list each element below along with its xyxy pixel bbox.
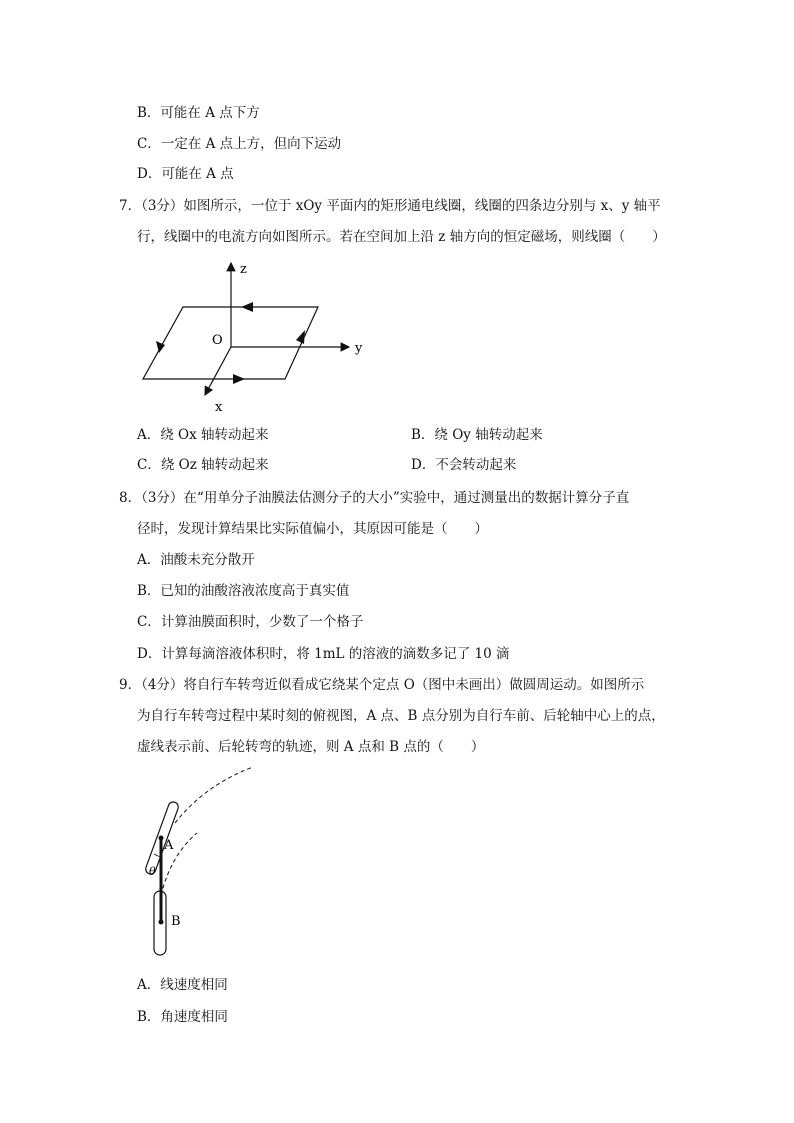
q7-stem-line1: 7．（3分）如图所示，一位于 xOy 平面内的矩形通电线圈，线圈的四条边分别与 x、y 轴平 bbox=[119, 198, 661, 214]
q8-option-b: B．已知的油酸溶液浓度高于真实值 bbox=[137, 583, 350, 599]
q9-bicycle-figure bbox=[135, 765, 265, 960]
q6-option-c: C．一定在 A 点上方，但向下运动 bbox=[137, 136, 342, 152]
q8-option-a: A．油酸未充分散开 bbox=[137, 552, 255, 568]
point-b bbox=[159, 920, 164, 925]
q9-stem-line3: 虚线表示前、后轮转弯的轨迹，则 A 点和 B 点的（ ） bbox=[137, 739, 485, 755]
q9-stem-line2: 为自行车转弯过程中某时刻的俯视图，A 点、B 点分别为自行车前、后轮轴中心上的点， bbox=[137, 708, 665, 724]
q7-option-c: C．绕 Oz 轴转动起来 bbox=[137, 457, 269, 473]
q8-stem-line2: 径时，发现计算结果比实际值偏小，其原因可能是（ ） bbox=[137, 521, 488, 537]
front-wheel-trajectory bbox=[175, 767, 253, 823]
q7-stem-line2: 行，线圈中的电流方向如图所示。若在空间加上沿 z 轴方向的恒定磁场，则线圈（ ） bbox=[137, 229, 666, 245]
x-label: x bbox=[215, 400, 223, 415]
current-arrow-top bbox=[241, 302, 253, 312]
q9-option-b: B．角速度相同 bbox=[137, 1009, 228, 1025]
q6-option-d: D．可能在 A 点 bbox=[137, 166, 234, 182]
q9-stem-line1: 9．（4分）将自行车转弯近似看成它绕某个定点 O（图中未画出）做圆周运动。如图所示 bbox=[119, 677, 645, 693]
y-label: y bbox=[355, 341, 363, 356]
q8-option-c: C．计算油膜面积时，少数了一个格子 bbox=[137, 614, 364, 630]
q8-stem-line1: 8．（3分）在“用单分子油膜法估测分子的大小”实验中，通过测量出的数据计算分子直 bbox=[119, 490, 630, 506]
q9-option-a: A．线速度相同 bbox=[137, 977, 228, 993]
current-arrow-right bbox=[296, 330, 305, 344]
label-theta: θ bbox=[149, 865, 156, 878]
q6-option-b: B．可能在 A 点下方 bbox=[137, 105, 260, 121]
q7-option-d: D．不会转动起来 bbox=[411, 457, 517, 473]
z-label: z bbox=[240, 262, 247, 277]
point-a bbox=[159, 836, 164, 841]
label-a: A bbox=[164, 838, 174, 853]
q7-option-a: A．绕 Ox 轴转动起来 bbox=[137, 427, 269, 443]
label-b: B bbox=[171, 914, 181, 929]
x-axis bbox=[205, 347, 231, 395]
q7-option-b: B．绕 Oy 轴转动起来 bbox=[411, 427, 543, 443]
q7-coil-figure bbox=[135, 255, 375, 415]
q8-option-d: D．计算每滴溶液体积时，将 1mL 的溶液的滴数多记了 10 滴 bbox=[137, 646, 510, 662]
origin-label: O bbox=[212, 333, 223, 348]
current-arrow-bottom bbox=[233, 374, 245, 384]
